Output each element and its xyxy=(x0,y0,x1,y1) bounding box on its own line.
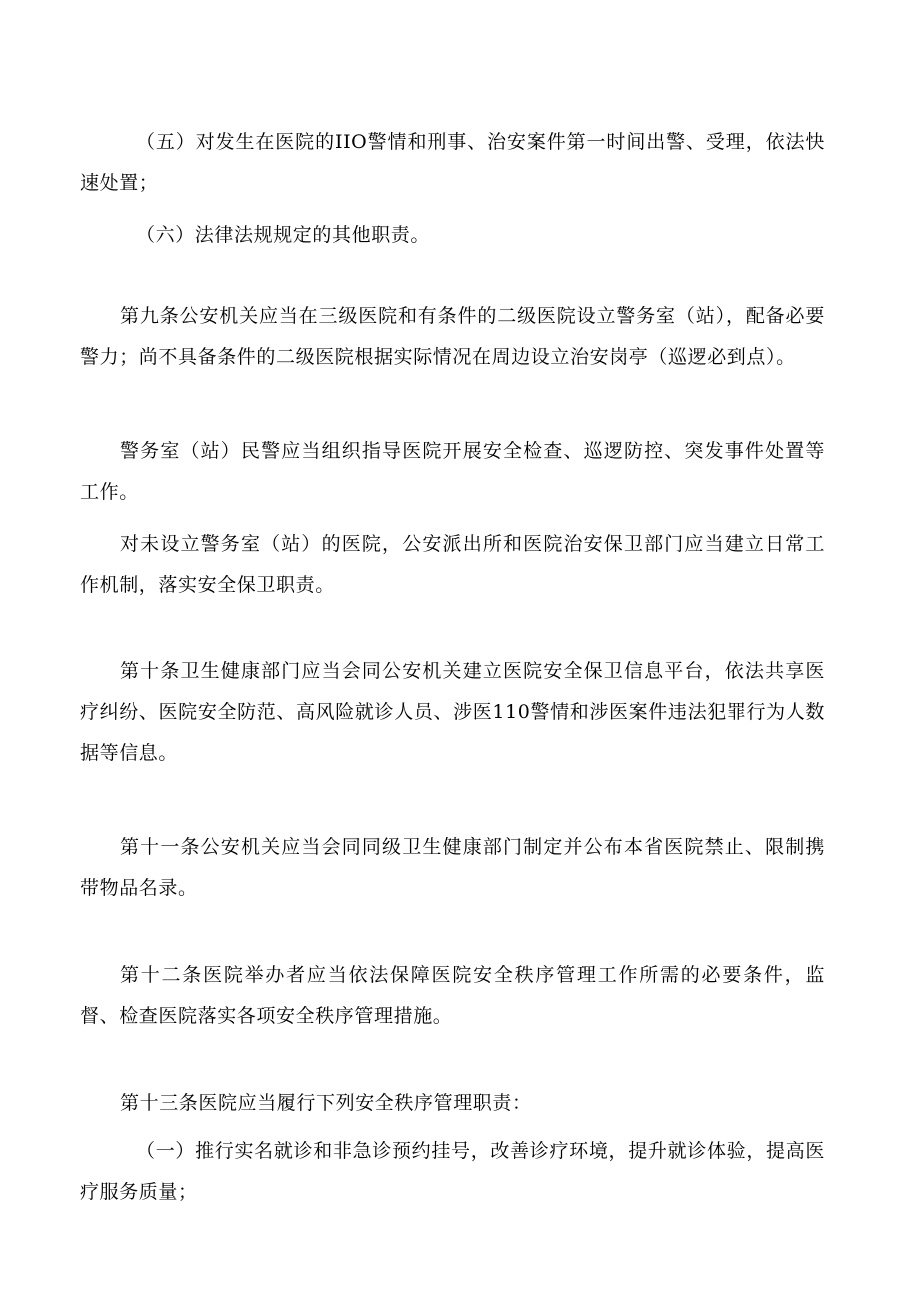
paragraph-article-13: 第十三条医院应当履行下列安全秩序管理职责： xyxy=(120,1092,532,1114)
paragraph-article-11: 第十一条公安机关应当会同同级卫生健康部门制定并公布本省医院禁止、限制携带物品名录。 xyxy=(80,836,825,899)
paragraph-no-police-room: 对未设立警务室（站）的医院，公安派出所和医院治安保卫部门应当建立日常工作机制，落实安全保卫职责。 xyxy=(80,533,825,596)
paragraph-article-12: 第十二条医院举办者应当依法保障医院安全秩序管理工作所需的必要条件，监督、检查医院落实各项安全秩序管理措施。 xyxy=(80,964,825,1027)
paragraph-item-1: （一）推行实名就诊和非急诊预约挂号，改善诊疗环境，提升就诊体验，提高医疗服务质量； xyxy=(80,1140,825,1203)
paragraph-item-5: （五）对发生在医院的IIO警情和刑事、治安案件第一时间出警、受理，依法快速处置； xyxy=(80,131,825,194)
paragraph-police-room-duties: 警务室（站）民警应当组织指导医院开展安全检查、巡逻防控、突发事件处置等工作。 xyxy=(80,440,825,503)
paragraph-item-6: （六）法律法规规定的其他职责。 xyxy=(136,224,431,246)
paragraph-article-9: 第九条公安机关应当在三级医院和有条件的二级医院设立警务室（站），配备必要警力；尚不具备条件的二级医院根据实际情况在周边设立治安岗亭（巡逻必到点）。 xyxy=(80,305,825,368)
paragraph-article-10: 第十条卫生健康部门应当会同公安机关建立医院安全保卫信息平台，依法共享医疗纠纷、医院安全防范、高风险就诊人员、涉医110警情和涉医案件违法犯罪行为人数据等信息。 xyxy=(80,660,825,764)
